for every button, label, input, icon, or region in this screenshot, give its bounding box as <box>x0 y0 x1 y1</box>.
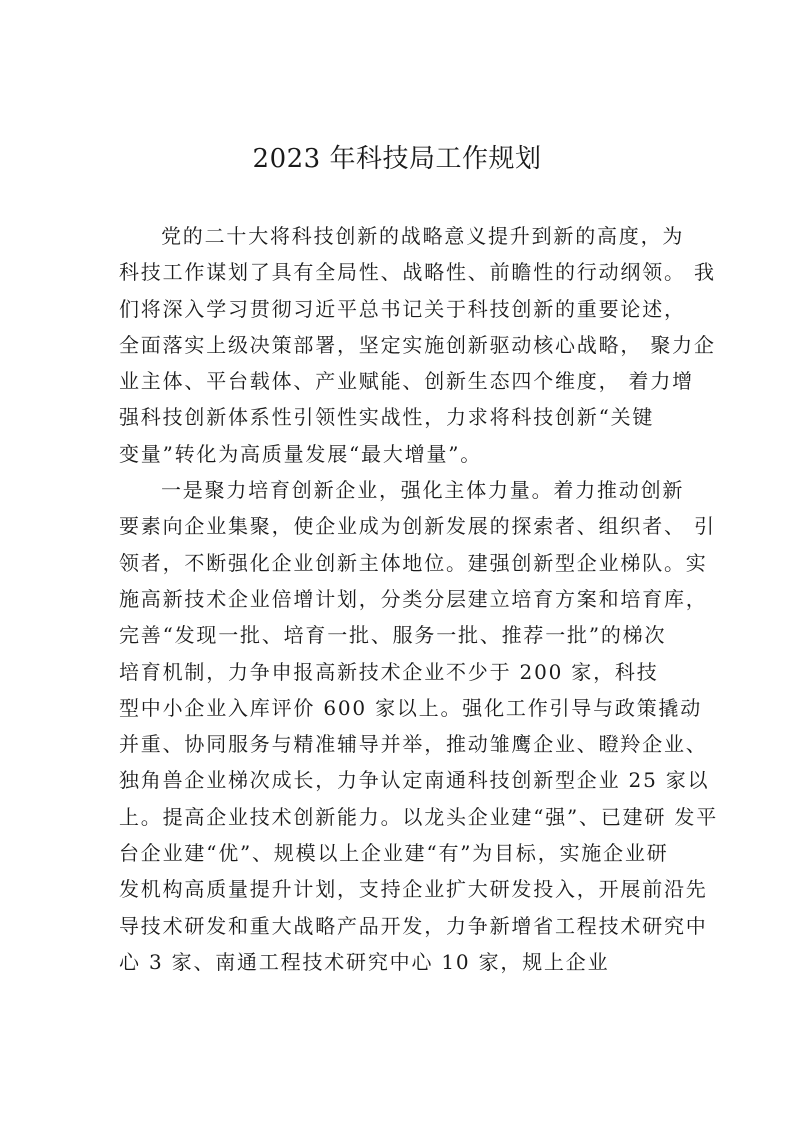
paragraph-line: 科技工作谋划了具有全局性、战略性、前瞻性的行动纲领。 我 <box>119 260 716 285</box>
document-body <box>119 218 719 980</box>
paragraph-line: 心 3 家、南通工程技术研究中心 10 家，规上企业 <box>119 949 610 974</box>
paragraph-line: 上。提高企业技术创新能力。以龙头企业建“强”、已建研 发平 <box>119 804 719 829</box>
paragraph-line: 领者，不断强化企业创新主体地位。建强创新型企业梯队。实 <box>119 550 708 575</box>
paragraph-line: 培育机制，力争申报高新技术企业不少于 200 家，科技 <box>119 659 659 684</box>
paragraph-line: 党的二十大将科技创新的战略意义提升到新的高度，为 <box>161 224 685 248</box>
paragraph-line: 全面落实上级决策部署，坚定实施创新驱动核心战略， 聚力企 <box>119 332 716 357</box>
paragraph-line: 一是聚力培育创新企业，强化主体力量。着力推动创新 <box>161 478 685 503</box>
paragraph-line: 导技术研发和重大战略产品开发，力争新增省工程技术研究中 <box>119 913 708 938</box>
paragraph-line: 台企业建“优”、规模以上企业建“有”为目标，实施企业研 <box>119 841 669 866</box>
paragraph-line: 完善“发现一批、培育一批、服务一批、推荐一批”的梯次 <box>119 623 667 648</box>
paragraph-line: 施高新技术企业倍增计划，分类分层建立培育方案和培育库， <box>119 586 708 611</box>
paragraph-line: 强科技创新体系性引领性实战性，力求将科技创新“关键 <box>119 405 655 430</box>
paragraph-line: 并重、协同服务与精准辅导并举，推动雏鹰企业、瞪羚企业、 <box>119 732 708 757</box>
paragraph-line: 发机构高质量提升计划，支持企业扩大研发投入，开展前沿先 <box>119 877 708 902</box>
paragraph-line: 独角兽企业梯次成长，力争认定南通科技创新型企业 25 家以 <box>119 768 710 793</box>
paragraph-line: 业主体、平台载体、产业赋能、创新生态四个维度， 着力增 <box>119 369 694 394</box>
document-title: 2023 年科技局工作规划 <box>252 144 542 174</box>
paragraph-line: 要素向企业集聚，使企业成为创新发展的探索者、组织者、 引 <box>119 514 716 539</box>
paragraph-line: 变量”转化为高质量发展“最大增量”。 <box>119 441 483 466</box>
paragraph-line: 型中小企业入库评价 600 家以上。强化工作引导与政策撬动 <box>119 695 703 720</box>
paragraph-line: 们将深入学习贯彻习近平总书记关于科技创新的重要论述， <box>119 296 686 321</box>
